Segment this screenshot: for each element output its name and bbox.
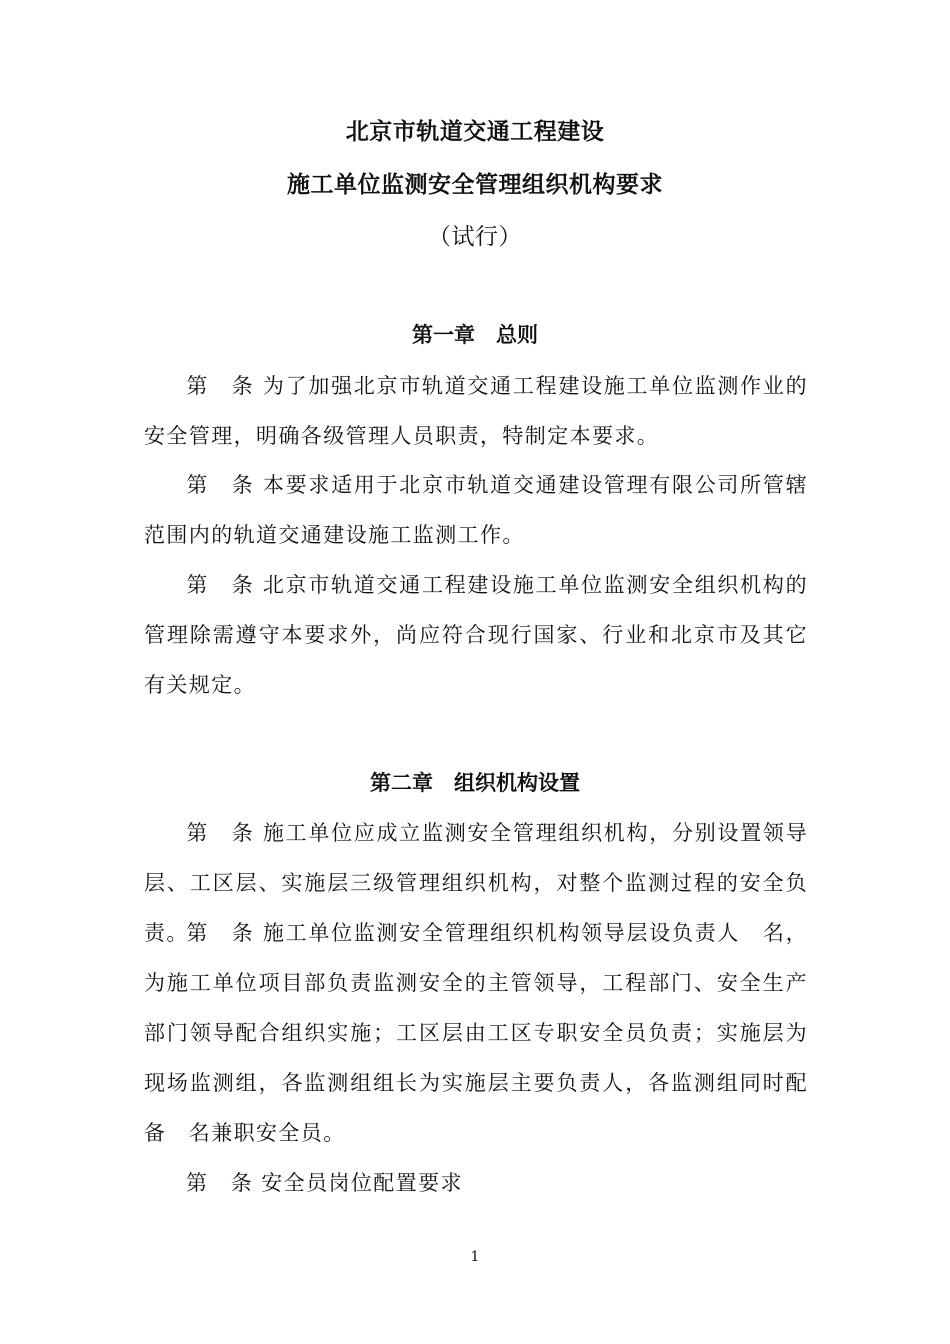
article-paragraph: 第 条 为了加强北京市轨道交通工程建设施工单位监测作业的安全管理，明确各级管理人员职责，特制定本要求。: [144, 374, 808, 448]
article-paragraph: 第 条 施工单位监测安全管理组织机构领导层设负责人 名，为施工单位项目部负责监测安全的主管领导，工程部门、安全生产部门领导配合组织实施；工区层由工区专职安全员负责；实施层为现场监测组，各监测组组长为实施层主要负责人，各监测组同时配备 名兼职安全员。: [144, 921, 808, 1145]
article-paragraph: 第 条 北京市轨道交通工程建设施工单位监测安全组织机构的管理除需遵守本要求外，尚应符合现行国家、行业和北京市及其它有关规定。: [144, 573, 808, 697]
page-number: 1: [470, 1249, 480, 1265]
title-trial-label: （试行）: [428, 224, 522, 250]
article-paragraph: 第 条 本要求适用于北京市轨道交通建设管理有限公司所管辖范围内的轨道交通建设施工监测工作。: [144, 473, 808, 547]
article-paragraph: 第 条 施工单位应成立监测安全管理组织机构，分别设置领导层、工区层、实施层三级管理组织机构，对整个监测过程的安全负责。: [144, 821, 808, 945]
chapter-2-heading: 第二章 组织机构设置: [370, 770, 580, 795]
title-line-2: 施工单位监测安全管理组织机构要求: [287, 172, 663, 198]
article-paragraph: 第 条 安全员岗位配置要求: [186, 1171, 463, 1195]
chapter-1-heading: 第一章 总则: [412, 322, 538, 347]
title-line-1: 北京市轨道交通工程建设: [345, 119, 605, 145]
